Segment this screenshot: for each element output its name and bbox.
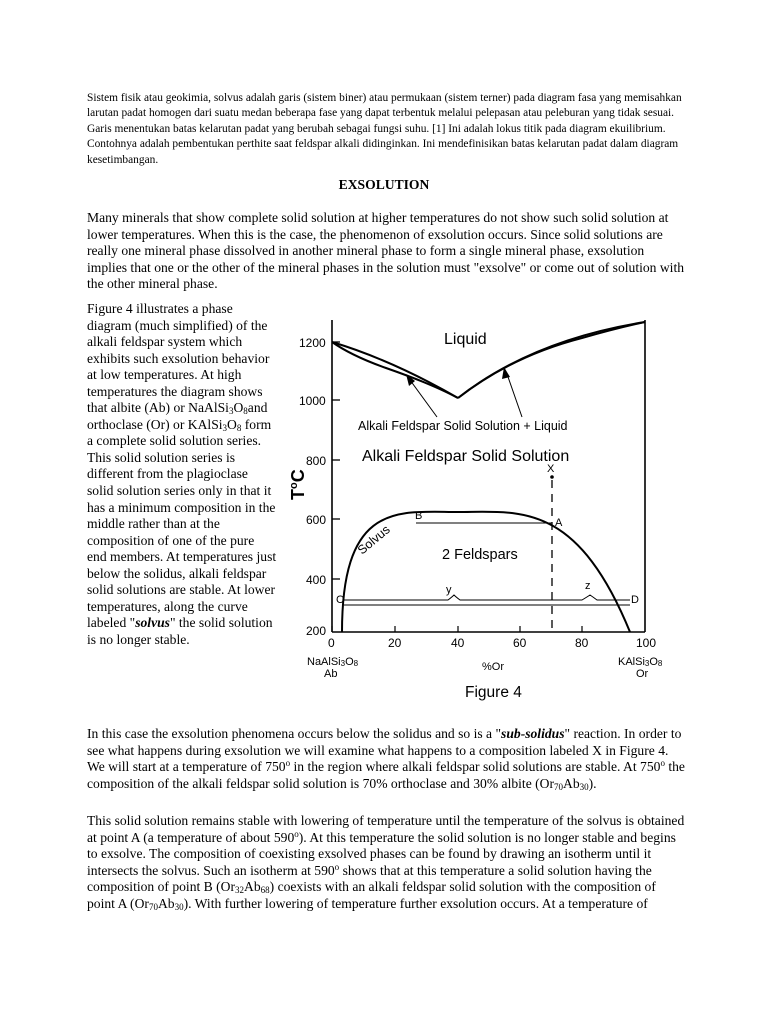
point-c-label: C [336,594,344,606]
left-end-member-formula: NaAlSi3O8 [307,656,359,668]
x-tick-label: 40 [451,636,465,650]
point-z-label: z [585,580,591,592]
intro-paragraph: Sistem fisik atau geokimia, solvus adalah garis (sistem biner) atau permukaan (sistem terner) pada diagram fasa yang memisahkan larutan padat homogen dari suatu medan beberapa fase yang dapat terbentuk melalui pelepasan atau peleburan yang tidak sesuai. Garis menentukan batas kelarutan padat yang berubah sebagai fungsi suhu. [1] Ini adalah lokus titik pada diagram ekuilibrium. Contohnya adalah pembentukan perthite saat feldspar alkali didinginkan. Ini mendefinisikan batas kelarutan padat dalam diagram kesetimbangan. [87,92,682,166]
paragraph-1: Many minerals that show complete solid solution at higher temperatures do not show such solid solution at lower temperatures. When this is the case, the phenomenon of exsolution occurs. Since solid solutions are really one mineral phase dissolved in another mineral phase to form a single mineral phase, exsolution implies that one or the other of the mineral phases in the solution must "exsolve" or come out of solution with the other mineral phase. [87,210,685,292]
y-tick-label: 1000 [299,394,326,408]
x-tick-label: 100 [636,636,657,650]
two-phase-label: Alkali Feldspar Solid Solution + Liquid [358,419,568,433]
point-a-label: A [555,517,563,529]
x-tick-label: 20 [388,636,402,650]
y-tick-label: 600 [306,513,327,527]
point-y-label: y [446,584,452,596]
isotherm-c-d-upper [344,595,630,600]
right-end-member-name: Or [636,668,649,680]
point-d-label: D [631,594,639,606]
solvus-label: Solvus [354,522,393,558]
figure-side-paragraph: Figure 4 illustrates a phase diagram (much simplified) of the alkali feldspar system which exhibits such exsolution behavior at low temperatures. At high temperatures the diagram shows that albite (Ab) or $NaAlSi_3O_8and$ orthoclase (Or) or $KAlSi_3O_8$ form a complete solid solution series. This solid solution series is different from the plagioclase solid solution series only in that it has a minimum composition in the middle rather than at the composition of one of the pure end members. At temperatures just below the solidus, alkali feldspar solid solutions are stable. At lower temperatures, along the curve labeled "solvus" the solid solution is no longer stable. [87,301,277,647]
y-ticks [299,336,340,638]
two-feldspars-label: 2 Feldspars [442,547,518,563]
x-axis-title: %Or [482,661,504,673]
paragraph-4: This solid solution remains stable with lowering of temperature until the temperature of the solvus is obtained at point A (a temperature of about 590$^o$). At this temperature the solid solution is no longer stable and begins to exsolve. The composition of coexisting exsolved phases can be found by drawing an isotherm until it intersects the solvus. Such an isotherm at 590$^o$ shows that at this temperature a solid solution having the composition of point B $(Or_{32}Ab_{68})$ coexists with an alkali feldspar solid solution with the composition of point A $(Or_{70}Ab_{30})$. With further lowering of temperature further exsolution occurs. At a temperature of [87,813,685,912]
phase-diagram-svg [282,300,672,710]
point-x-label: X [547,463,555,475]
paragraph-3: In this case the exsolution phenomena occurs below the solidus and so is a "sub-solidus" reaction. In order to see what happens during exsolution we will examine what happens to a composition labeled X in Figure 4. We will start at a temperature of 750$^o$ in the region where alkali feldspar solid solutions are stable. At 750$^o$ the composition of the alkali feldspar solid solution is 70% orthoclase and 30% albite $(Or_{70}Ab_{30})$. [87,726,685,792]
right-end-member-formula: KAlSi3O8 [618,656,663,668]
phase-diagram-figure [282,300,672,710]
y-tick-label: 1200 [299,336,326,350]
x-tick-label: 0 [328,636,335,650]
y-tick-label: 200 [306,624,327,638]
x-ticks [328,626,656,650]
point-b-label: B [415,510,423,522]
left-end-member-name: Ab [324,668,338,680]
y-tick-label: 400 [306,573,327,587]
liquidus-left [332,342,458,398]
section-heading: EXSOLUTION [338,177,430,192]
arrow-right [507,374,522,417]
liquid-label: Liquid [444,331,487,348]
y-tick-label: 800 [306,454,327,468]
x-tick-label: 60 [513,636,527,650]
solid-solution-label: Alkali Feldspar Solid Solution [362,448,570,465]
x-tick-label: 80 [575,636,589,650]
point-x-marker [550,475,554,479]
figure-caption: Figure 4 [465,684,522,701]
y-axis-title: $T^oC$ [288,469,308,500]
